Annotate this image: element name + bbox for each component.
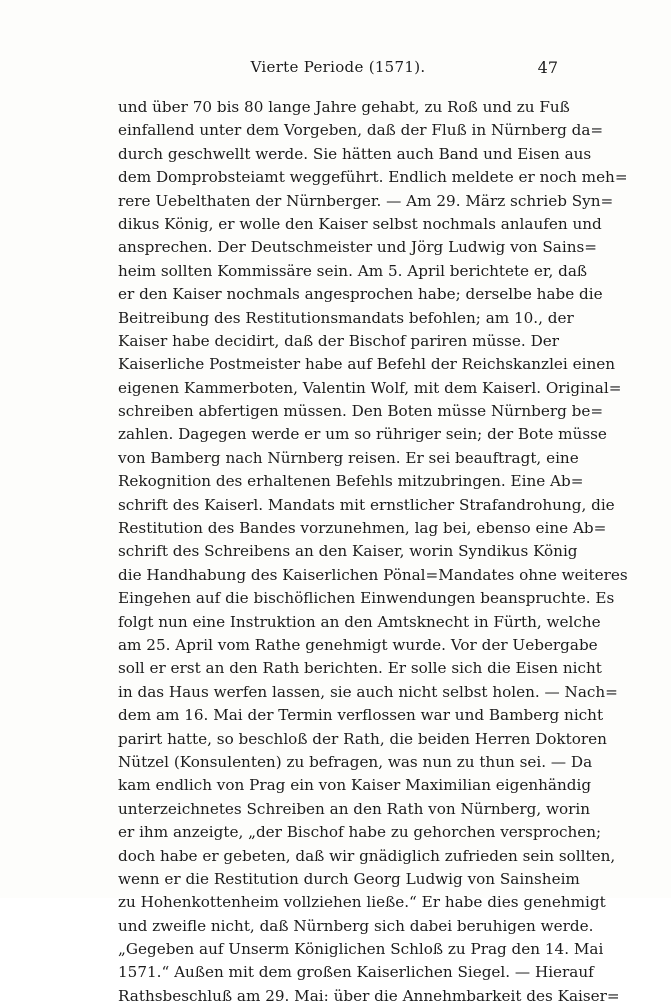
text-line: Kaiser habe decidirt, daß der Bischof pariren müsse. Der: [118, 331, 560, 350]
text-line: Restitution des Bandes vorzunehmen, lag bei, ebenso eine Ab=: [118, 519, 607, 538]
text-line: einfallend unter dem Vorgeben, daß der Fluß in Nürnberg da=: [118, 121, 604, 140]
body-text: [118, 96, 628, 1008]
text-line: und zweifle nicht, daß Nürnberg sich dabei beruhigen werde.: [118, 916, 594, 935]
running-header: [118, 58, 558, 80]
text-line: Rathsbeschluß am 29. Mai: über die Annehmbarkeit des Kaiser=: [118, 986, 620, 1005]
text-line: schrift des Kaiserl. Mandats mit ernstlicher Strafandrohung, die: [118, 495, 615, 514]
text-line: zahlen. Dagegen werde er um so rühriger sein; der Bote müsse: [118, 425, 607, 444]
running-title: Vierte Periode (1571).: [250, 58, 426, 76]
text-line: 1571.“ Außen mit dem großen Kaiserlichen Siegel. — Hierauf: [118, 963, 594, 982]
text-line: heim sollten Kommissäre sein. Am 5. April berichtete er, daß: [118, 261, 588, 280]
text-line: zu Hohenkottenheim vollziehen ließe.“ Er habe dies genehmigt: [118, 893, 606, 912]
text-line: dikus König, er wolle den Kaiser selbst nochmals anlaufen und: [118, 214, 602, 233]
page-number: 47: [537, 58, 558, 77]
text-line: kam endlich von Prag ein von Kaiser Maximilian eigenhändig: [118, 776, 592, 795]
text-line: Rekognition des erhaltenen Befehls mitzubringen. Eine Ab=: [118, 472, 584, 491]
text-line: eigenen Kammerboten, Valentin Wolf, mit dem Kaiserl. Original=: [118, 378, 622, 397]
text-line: schreiben abfertigen müssen. Den Boten müsse Nürnberg be=: [118, 402, 604, 421]
text-line: unterzeichnetes Schreiben an den Rath von Nürnberg, worin: [118, 799, 591, 818]
text-line: er den Kaiser nochmals angesprochen habe; derselbe habe die: [118, 285, 603, 304]
text-line: folgt nun eine Instruktion an den Amtsknecht in Fürth, welche: [118, 612, 601, 631]
text-line: „Gegeben auf Unserm Königlichen Schloß zu Prag den 14. Mai: [118, 940, 604, 959]
text-line: schrift des Schreibens an den Kaiser, worin Syndikus König: [118, 542, 578, 561]
text-line: Kaiserliche Postmeister habe auf Befehl der Reichskanzlei einen: [118, 355, 615, 374]
text-line: Nützel (Konsulenten) zu befragen, was nun zu thun sei. — Da: [118, 752, 593, 771]
text-line: die Handhabung des Kaiserlichen Pönal=Mandates ohne weiteres: [118, 565, 628, 584]
text-line: ansprechen. Der Deutschmeister und Jörg Ludwig von Sains=: [118, 238, 598, 257]
text-line: dem Domprobsteiamt weggeführt. Endlich meldete er noch meh=: [118, 168, 628, 187]
text-line: dem am 16. Mai der Termin verflossen war und Bamberg nicht: [118, 706, 604, 725]
text-line: und über 70 bis 80 lange Jahre gehabt, zu Roß und zu Fuß: [118, 98, 570, 116]
text-line: rere Uebelthaten der Nürnberger. — Am 29. März schrieb Syn=: [118, 191, 614, 210]
text-line: soll er erst an den Rath berichten. Er solle sich die Eisen nicht: [118, 659, 602, 678]
text-line: er ihm anzeigte, „der Bischof habe zu gehorchen versprochen;: [118, 823, 602, 842]
text-line: doch habe er gebeten, daß wir gnädiglich zufrieden sein sollten,: [118, 846, 616, 865]
text-line: wenn er die Restitution durch Georg Ludwig von Sainsheim: [118, 869, 580, 888]
text-line: Beitreibung des Restitutionsmandats befohlen; am 10., der: [118, 308, 574, 327]
text-line: Eingehen auf die bischöflichen Einwendungen beanspruchte. Es: [118, 589, 615, 608]
text-line: am 25. April vom Rathe genehmigt wurde. Vor der Uebergabe: [118, 635, 598, 654]
text-line: in das Haus werfen lassen, sie auch nicht selbst holen. — Nach=: [118, 682, 618, 701]
text-line: parirt hatte, so beschloß der Rath, die beiden Herren Doktoren: [118, 729, 607, 748]
text-line: durch geschwellt werde. Sie hätten auch Band und Eisen aus: [118, 144, 592, 163]
text-line: von Bamberg nach Nürnberg reisen. Er sei beauftragt, eine: [118, 448, 579, 467]
